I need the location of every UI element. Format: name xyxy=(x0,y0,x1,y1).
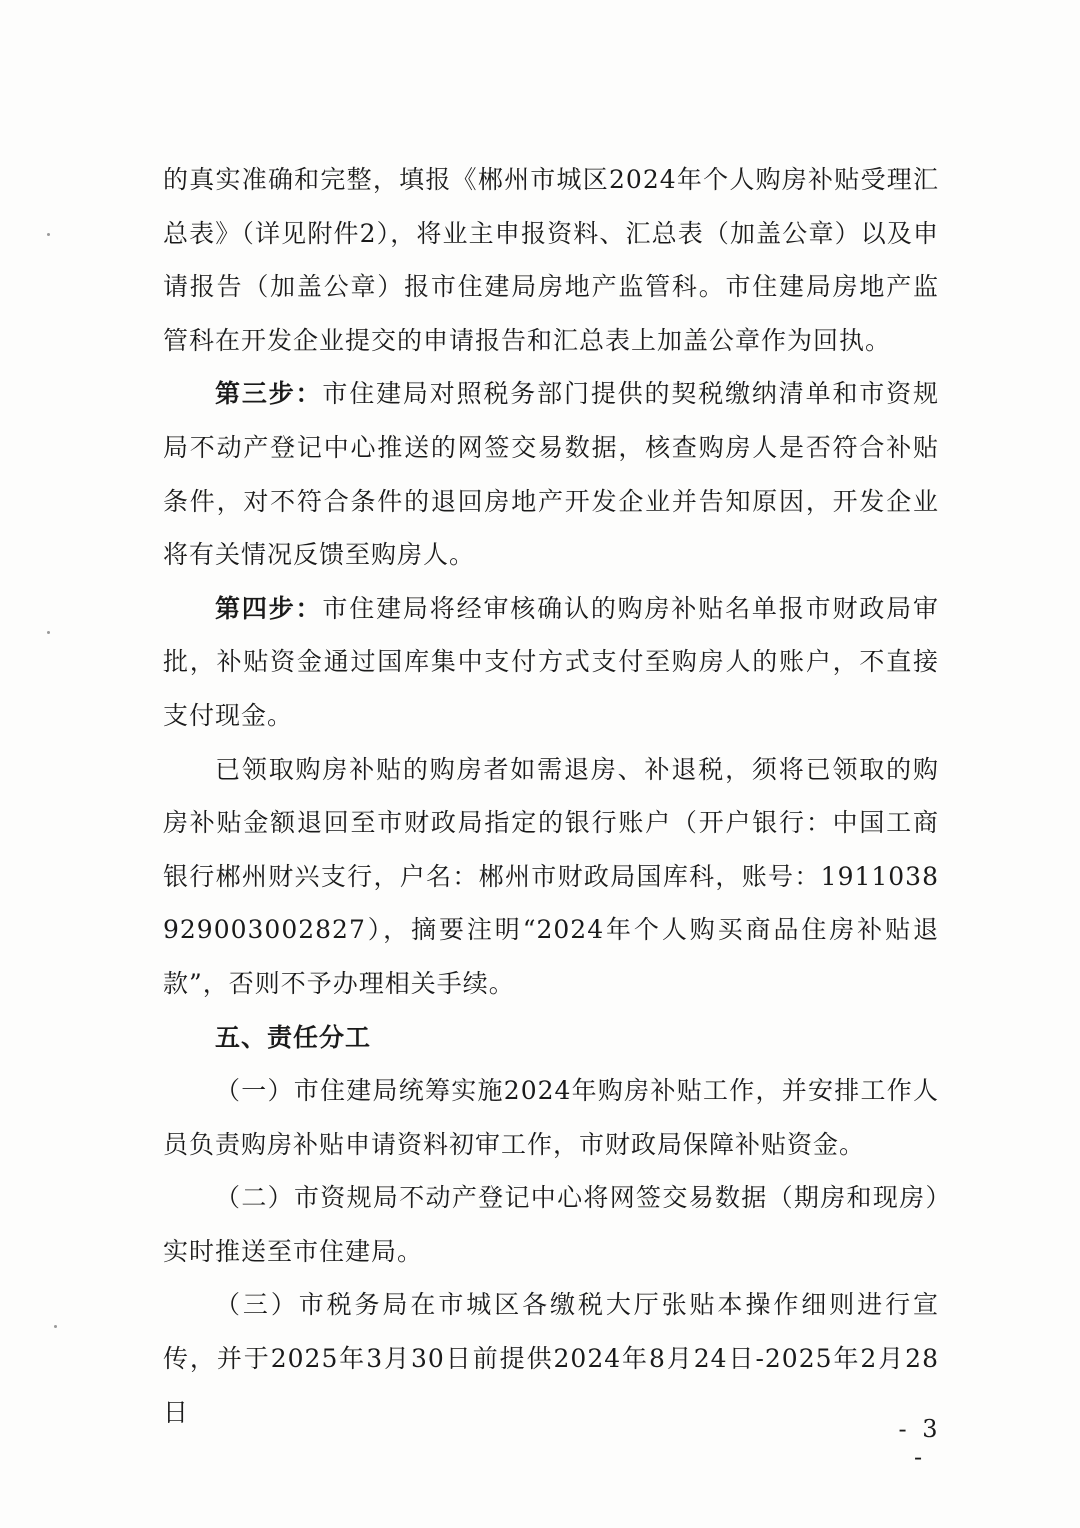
paragraph-text: 已领取购房补贴的购房者如需退房、补退税，须将已领取的购房补贴金额退回至市财政局指定的银行账户（开户银行：中国工商银行郴州财兴支行，户名：郴州市财政局国库科，账号：1911038929003002827），摘要注明“2024年个人购买商品住房补贴退款”，否则不予办理相关手续。 xyxy=(163,754,939,998)
paragraph-step-four xyxy=(163,582,939,743)
paragraph-text: （一）市住建局统筹实施2024年购房补贴工作，并安排工作人员负责购房补贴申请资料初审工作，市财政局保障补贴资金。 xyxy=(163,1076,939,1159)
paragraph-responsibility-3 xyxy=(163,1278,939,1439)
section-heading-responsibilities xyxy=(163,1011,939,1065)
page-number: - 3 - xyxy=(898,1415,942,1471)
paragraph-text: （二）市资规局不动产登记中心将网签交易数据（期房和现房）实时推送至市住建局。 xyxy=(163,1183,939,1266)
document-body xyxy=(163,153,939,1439)
paragraph-refund xyxy=(163,743,939,1011)
paragraph-text: 市住建局将经审核确认的购房补贴名单报市财政局审批，补贴资金通过国库集中支付方式支付至购房人的账户，不直接支付现金。 xyxy=(163,593,939,730)
scan-speck xyxy=(47,233,50,236)
paragraph-responsibility-1 xyxy=(163,1064,939,1171)
scan-speck xyxy=(54,1325,57,1328)
paragraph-responsibility-2 xyxy=(163,1171,939,1278)
paragraph-step-three xyxy=(163,367,939,581)
paragraph-text: （三）市税务局在市城区各缴税大厅张贴本操作细则进行宣传，并于2025年3月30日前提供2024年8月24日-2025年2月28日 xyxy=(163,1290,939,1427)
paragraph-text: 市住建局对照税务部门提供的契税缴纳清单和市资规局不动产登记中心推送的网签交易数据，核查购房人是否符合补贴条件，对不符合条件的退回房地产开发企业并告知原因，开发企业将有关情况反馈至购房人。 xyxy=(163,379,939,570)
heading-text: 五、责任分工 xyxy=(215,1022,372,1052)
paragraph-submission xyxy=(163,153,939,367)
step-four-label: 第四步： xyxy=(215,593,323,623)
scan-speck xyxy=(47,631,50,634)
paragraph-text: 的真实准确和完整，填报《郴州市城区2024年个人购房补贴受理汇总表》（详见附件2），将业主申报资料、汇总表（加盖公章）以及申请报告（加盖公章）报市住建局房地产监管科。市住建局房地产监管科在开发企业提交的申请报告和汇总表上加盖公章作为回执。 xyxy=(163,165,939,355)
step-three-label: 第三步： xyxy=(215,379,323,409)
